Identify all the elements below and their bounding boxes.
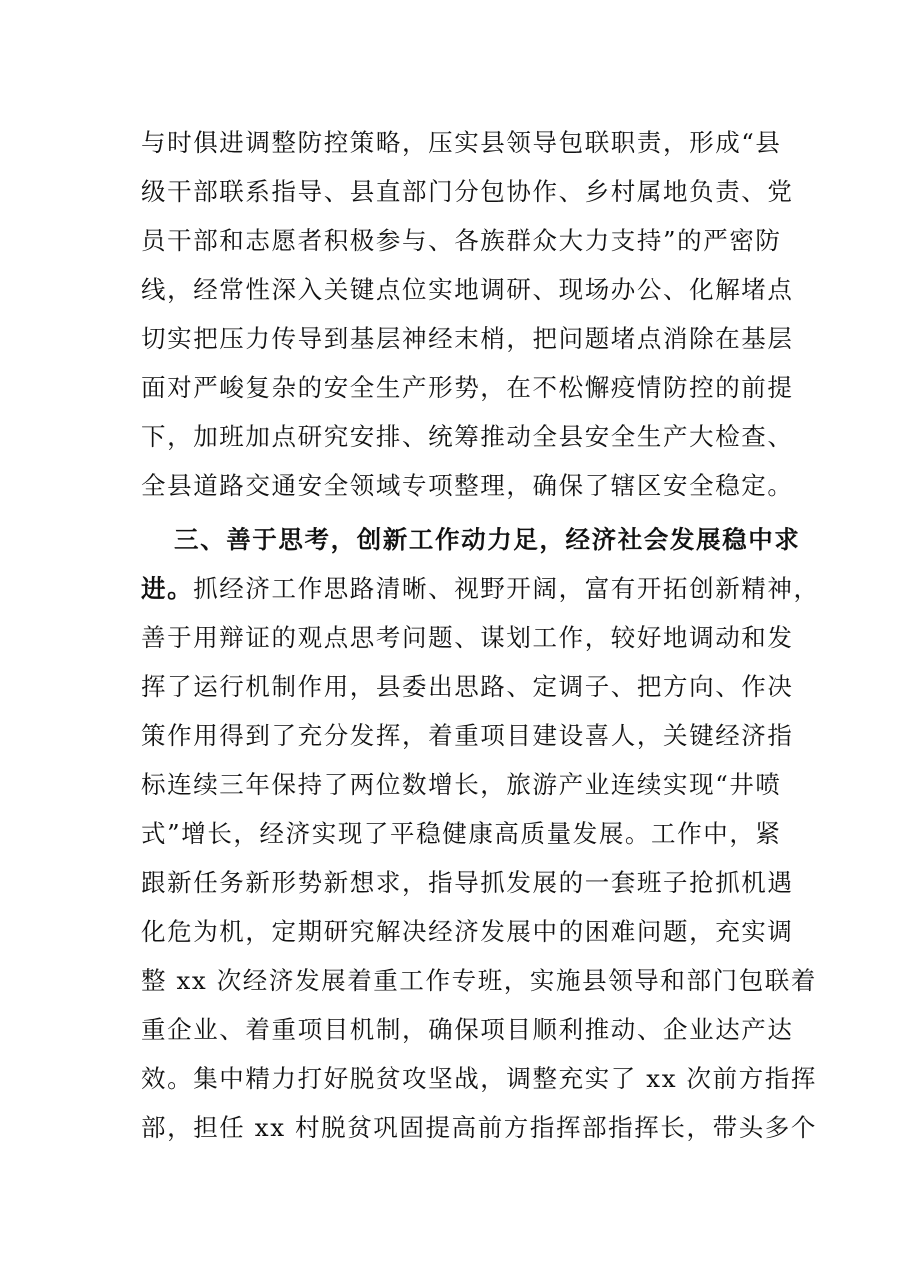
paragraph-line: 切实把压力传导到基层神经末梢，把问题堵点消除在基层 [141, 324, 794, 353]
paragraph-line [141, 573, 820, 605]
paragraph-line: 化危为机，定期研究解决经济发展中的困难问题，充实调 [141, 917, 794, 946]
paragraph-line: 级干部联系指导、县直部门分包协作、乡村属地负责、党 [141, 177, 794, 206]
paragraph-line: 面对严峻复杂的安全生产形势，在不松懈疫情防控的前提 [141, 373, 794, 402]
section-heading-end: 进。 [141, 574, 194, 603]
paragraph-line: 挥了运行机制作用，县委出思路、定调子、把方向、作决 [141, 672, 794, 701]
paragraph-line: 式”增长，经济实现了平稳健康高质量发展。工作中，紧 [141, 819, 782, 848]
paragraph-line: 下，加班加点研究安排、统筹推动全县安全生产大检查、 [141, 422, 794, 451]
paragraph-line: 策作用得到了充分发挥，着重项目建设喜人，关键经济指 [141, 721, 794, 750]
paragraph-line: 部，担任 xx 村脱贫巩固提高前方指挥部指挥长，带头多个 [141, 1113, 818, 1142]
paragraph-line: 整 xx 次经济发展着重工作专班，实施县领导和部门包联着 [141, 966, 818, 995]
paragraph-line: 跟新任务新形势新想求，指导抓发展的一套班子抢抓机遇 [141, 868, 794, 897]
paragraph-line: 线，经常性深入关键点位实地调研、现场办公、化解堵点 [141, 275, 794, 304]
section-heading: 三、善于思考，创新工作动力足，经济社会发展稳中求 [174, 525, 801, 554]
paragraph-line: 与时俱进调整防控策略，压实县领导包联职责，形成“县 [141, 128, 782, 157]
paragraph-line: 标连续三年保持了两位数增长，旅游产业连续实现“井喷 [141, 770, 782, 799]
paragraph-text: 抓经济工作思路清晰、视野开阔，富有开拓创新精神， [193, 574, 820, 603]
paragraph-line: 效。集中精力打好脱贫攻坚战，调整充实了 xx 次前方指挥 [141, 1064, 818, 1093]
paragraph-line: 全县道路交通安全领域专项整理，确保了辖区安全稳定。 [141, 471, 794, 500]
paragraph-line: 重企业、着重项目机制，确保项目顺利推动、企业达产达 [141, 1015, 794, 1044]
paragraph-line: 员干部和志愿者积极参与、各族群众大力支持”的严密防 [141, 226, 782, 255]
paragraph-line: 善于用辩证的观点思考问题、谋划工作，较好地调动和发 [141, 623, 794, 652]
